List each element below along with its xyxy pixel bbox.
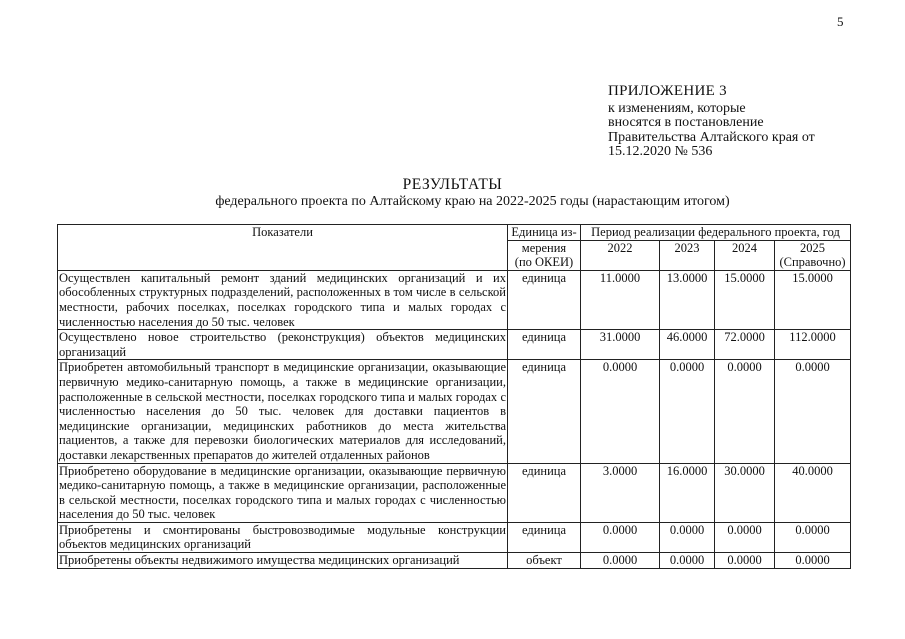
unit-cell: объект xyxy=(508,553,581,569)
header-unit-line1: Единица из- xyxy=(508,225,581,241)
value-cell: 0.0000 xyxy=(660,553,715,569)
appendix-title: ПРИЛОЖЕНИЕ 3 xyxy=(608,83,727,99)
value-cell: 40.0000 xyxy=(775,463,851,522)
value-cell: 0.0000 xyxy=(715,360,775,463)
appendix-line: Правительства Алтайского края от xyxy=(608,129,815,145)
appendix-block xyxy=(608,84,815,160)
indicator-cell: Приобретены объекты недвижимого имущества медицинских организаций xyxy=(58,553,508,569)
value-cell: 0.0000 xyxy=(775,553,851,569)
header-year-2023: 2023 xyxy=(660,240,715,270)
table-row xyxy=(58,270,851,329)
value-cell: 0.0000 xyxy=(581,360,660,463)
value-cell: 11.0000 xyxy=(581,270,660,329)
indicator-cell: Осуществлен капитальный ремонт зданий медицинских организаций и их обособленных структурных подразделений, расположенных в том числе в сельской местности, рабочих поселках, поселках городского типа и малых городах с численностью населения до 50 тыс. человек xyxy=(59,270,506,329)
header-year-2024: 2024 xyxy=(715,240,775,270)
header-year-2025 xyxy=(775,240,851,270)
unit-cell: единица xyxy=(508,522,581,552)
value-cell: 0.0000 xyxy=(660,360,715,463)
appendix-line: вносятся в постановление xyxy=(608,115,764,130)
value-cell: 72.0000 xyxy=(715,330,775,360)
table-row xyxy=(58,330,851,360)
value-cell: 0.0000 xyxy=(581,553,660,569)
document-title: РЕЗУЛЬТАТЫ xyxy=(402,176,503,193)
header-indicator: Показатели xyxy=(58,225,508,271)
header-year-2022: 2022 xyxy=(581,240,660,270)
year-2025-note: (Справочно) xyxy=(779,255,846,270)
table-row xyxy=(58,522,851,552)
indicator-cell: Осуществлено новое строительство (реконструкция) объектов медицинских организаций xyxy=(59,330,506,359)
indicator-cell: Приобретены и смонтированы быстровозводимые модульные конструкции объектов медицинских организаций xyxy=(59,522,506,552)
header-unit-line3: (по ОКЕИ) xyxy=(508,255,581,270)
table-row xyxy=(58,463,851,522)
value-cell: 3.0000 xyxy=(581,463,660,522)
value-cell: 0.0000 xyxy=(775,360,851,463)
indicator-cell: Приобретено оборудование в медицинские организации, оказывающие первичную медико-санитарную помощь, а также в медицинские организации, расположенные в сельской местности, поселках городского типа и малых городах с численностью населения до 50 тыс. человек xyxy=(59,463,506,522)
appendix-line: 15.12.2020 № 536 xyxy=(608,144,713,159)
value-cell: 16.0000 xyxy=(660,463,715,522)
header-unit-line2: мерения xyxy=(508,240,581,255)
table-row xyxy=(58,553,851,569)
results-table xyxy=(57,224,851,569)
value-cell: 15.0000 xyxy=(775,270,851,329)
value-cell: 30.0000 xyxy=(715,463,775,522)
unit-cell: единица xyxy=(508,270,581,329)
value-cell: 0.0000 xyxy=(660,522,715,552)
value-cell: 31.0000 xyxy=(581,330,660,360)
table-row xyxy=(58,360,851,463)
value-cell: 112.0000 xyxy=(775,330,851,360)
indicator-cell: Приобретен автомобильный транспорт в медицинские организации, оказывающие первичную медико-санитарную помощь, а также в медицинские организации, расположенные в сельской местности, поселках городского типа и малых городах с численностью населения до 50 тыс. человек для доставки пациентов в медицинские организации, медицинских работников до места жительства пациентов, а также для перевозки биологических материалов для исследований, доставки лекарственных препаратов до жителей отдаленных районов xyxy=(59,360,506,462)
appendix-line: к изменениям, которые xyxy=(608,100,746,116)
value-cell: 46.0000 xyxy=(660,330,715,360)
unit-cell: единица xyxy=(508,463,581,522)
value-cell: 13.0000 xyxy=(660,270,715,329)
unit-cell: единица xyxy=(508,360,581,463)
value-cell: 0.0000 xyxy=(715,522,775,552)
value-cell: 0.0000 xyxy=(715,553,775,569)
value-cell: 15.0000 xyxy=(715,270,775,329)
unit-cell: единица xyxy=(508,330,581,360)
header-period: Период реализации федерального проекта, год xyxy=(581,225,851,241)
year-2025-label: 2025 xyxy=(800,240,825,255)
page-number: 5 xyxy=(837,14,844,29)
value-cell: 0.0000 xyxy=(581,522,660,552)
document-subtitle: федерального проекта по Алтайскому краю на 2022-2025 годы (нарастающим итогом) xyxy=(215,194,730,209)
value-cell: 0.0000 xyxy=(775,522,851,552)
